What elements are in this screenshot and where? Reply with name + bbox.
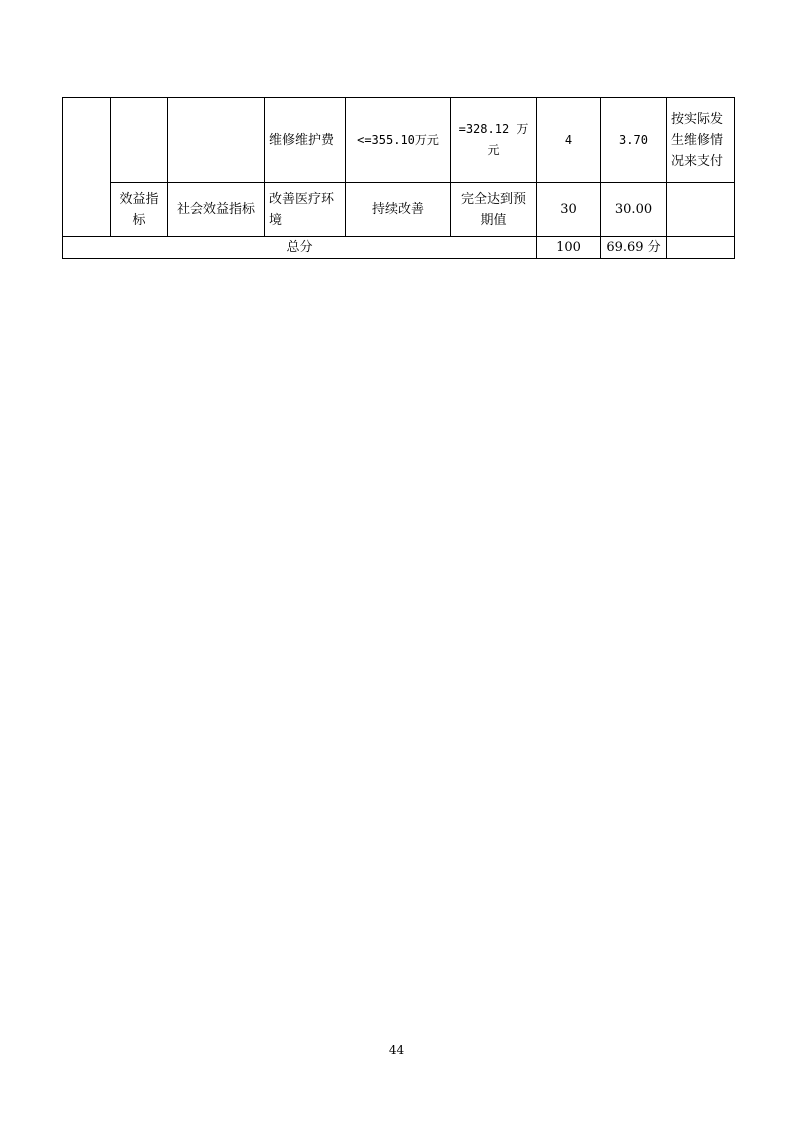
score-cell: 3.70 bbox=[601, 98, 667, 183]
indicator-cell: 改善医疗环境 bbox=[265, 183, 346, 237]
note-cell bbox=[667, 183, 735, 237]
level2-cell: 社会效益指标 bbox=[168, 183, 265, 237]
table-row bbox=[63, 98, 735, 183]
total-label-cell: 总分 bbox=[63, 237, 537, 259]
empty-cell bbox=[63, 98, 111, 237]
total-weight-cell: 100 bbox=[537, 237, 601, 259]
score-cell: 30.00 bbox=[601, 183, 667, 237]
empty-cell bbox=[111, 98, 168, 183]
total-score-cell: 69.69 分 bbox=[601, 237, 667, 259]
total-note-cell bbox=[667, 237, 735, 259]
actual-cell: =328.12 万元 bbox=[451, 98, 537, 183]
weight-cell: 4 bbox=[537, 98, 601, 183]
note-cell: 按实际发生维修情况来支付 bbox=[667, 98, 735, 183]
page-number: 44 bbox=[388, 1043, 405, 1057]
target-cell: 持续改善 bbox=[346, 183, 451, 237]
indicator-cell: 维修维护费 bbox=[265, 98, 346, 183]
empty-cell bbox=[168, 98, 265, 183]
performance-table bbox=[62, 97, 735, 259]
table-row bbox=[63, 183, 735, 237]
target-cell: <=355.10万元 bbox=[346, 98, 451, 183]
weight-cell: 30 bbox=[537, 183, 601, 237]
actual-cell: 完全达到预期值 bbox=[451, 183, 537, 237]
total-row bbox=[63, 237, 735, 259]
level1-cell: 效益指标 bbox=[111, 183, 168, 237]
